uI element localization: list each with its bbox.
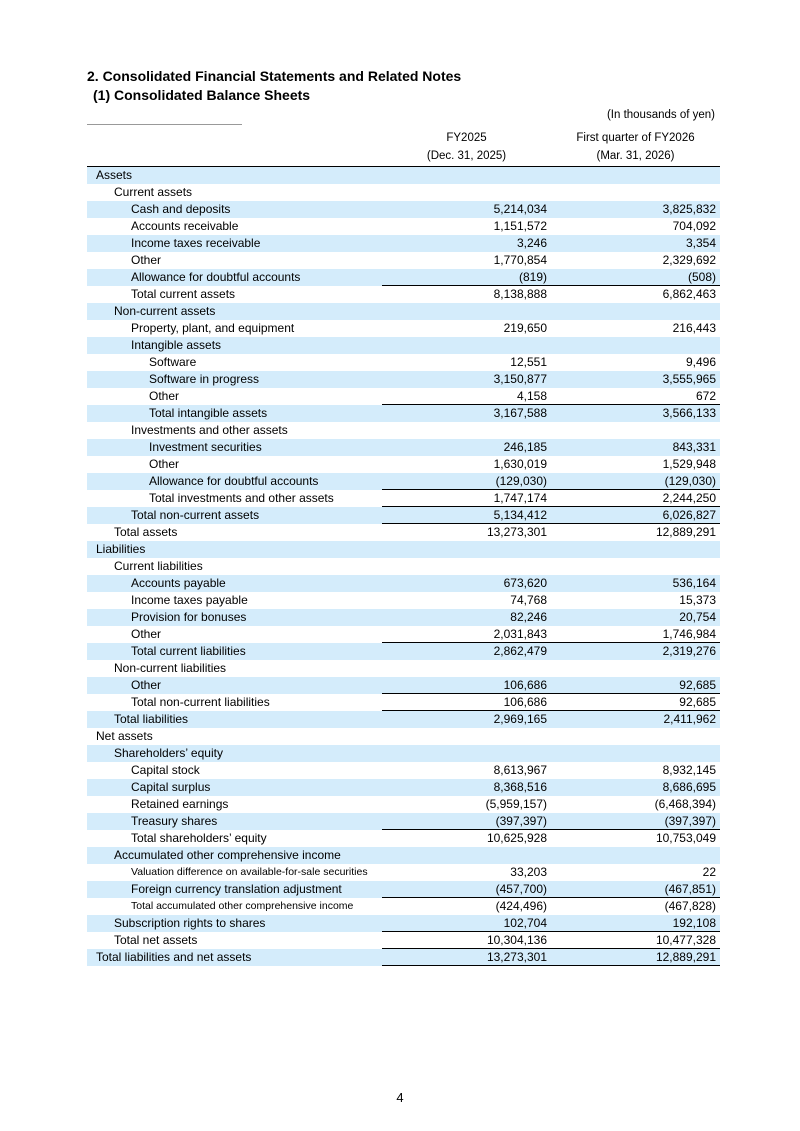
table-row xyxy=(87,167,720,184)
value-fy2026 xyxy=(551,337,720,354)
table-row xyxy=(87,388,720,405)
table-row xyxy=(87,303,720,320)
value-fy2026: (6,468,394) xyxy=(654,797,716,811)
value-fy2025: 673,620 xyxy=(382,575,551,592)
value-fy2025: 12,551 xyxy=(510,355,547,369)
value-fy2026: 8,932,145 xyxy=(662,763,716,777)
table-row xyxy=(87,830,720,847)
value-fy2026: (129,030) xyxy=(551,473,720,490)
table-row xyxy=(87,711,720,728)
row-label: Total assets xyxy=(114,525,178,539)
row-label: Allowance for doubtful accounts xyxy=(87,269,382,286)
row-label: Total non-current liabilities xyxy=(131,695,270,709)
row-label: Other xyxy=(131,627,162,641)
value-fy2026: 3,354 xyxy=(551,235,720,252)
value-fy2025: 246,185 xyxy=(382,439,551,456)
table-row xyxy=(87,660,720,677)
value-fy2026: 3,825,832 xyxy=(551,201,720,218)
table-row xyxy=(87,592,720,609)
value-fy2025: 3,246 xyxy=(382,235,551,252)
value-fy2025: 1,151,572 xyxy=(493,219,547,233)
value-fy2025: 10,625,928 xyxy=(382,830,551,847)
table-row xyxy=(87,439,720,456)
value-fy2026: 92,685 xyxy=(551,694,720,711)
table-row xyxy=(87,320,720,337)
value-fy2025 xyxy=(382,184,551,201)
value-fy2025: 33,203 xyxy=(510,865,547,879)
row-label: Total current assets xyxy=(131,287,236,301)
value-fy2025: 8,368,516 xyxy=(382,779,551,796)
value-fy2026: 216,443 xyxy=(672,321,716,335)
row-label: Capital surplus xyxy=(87,779,382,796)
table-row xyxy=(87,881,720,898)
row-label: Other xyxy=(131,253,162,267)
value-fy2026: 2,329,692 xyxy=(662,253,716,267)
value-fy2026: 2,411,962 xyxy=(551,711,720,728)
table-row xyxy=(87,677,720,694)
column-header-fy2026-date: (Mar. 31, 2026) xyxy=(596,149,675,162)
column-header-fy2026 xyxy=(551,127,720,167)
value-fy2026 xyxy=(551,167,720,184)
value-fy2026 xyxy=(551,422,720,439)
value-fy2025 xyxy=(382,303,551,320)
value-fy2025: 5,214,034 xyxy=(382,201,551,218)
value-fy2026 xyxy=(551,847,720,864)
row-label: Provision for bonuses xyxy=(87,609,382,626)
table-row xyxy=(87,813,720,830)
row-label: Assets xyxy=(87,167,382,184)
table-header xyxy=(87,127,720,167)
header-rule xyxy=(87,124,242,125)
row-label: Treasury shares xyxy=(87,813,382,830)
table-row xyxy=(87,847,720,864)
table-row xyxy=(87,184,720,201)
value-fy2025 xyxy=(382,167,551,184)
value-fy2026: 192,108 xyxy=(551,915,720,932)
table-row xyxy=(87,507,720,524)
value-fy2025: (129,030) xyxy=(382,473,551,490)
row-label: Foreign currency translation adjustment xyxy=(87,881,382,898)
row-label: Shareholders’ equity xyxy=(87,745,382,762)
table-row xyxy=(87,422,720,439)
value-fy2025 xyxy=(382,541,551,558)
value-fy2025: 8,613,967 xyxy=(493,763,547,777)
table-row xyxy=(87,915,720,932)
value-fy2026: 704,092 xyxy=(672,219,716,233)
value-fy2026: 6,862,463 xyxy=(551,286,720,303)
unit-note: (In thousands of yen) xyxy=(606,109,715,121)
row-label: Capital stock xyxy=(131,763,200,777)
row-label: Accounts receivable xyxy=(131,219,239,233)
row-label: Accounts payable xyxy=(87,575,382,592)
row-label: Non-current liabilities xyxy=(114,661,227,675)
table-row xyxy=(87,728,720,745)
value-fy2026: 843,331 xyxy=(551,439,720,456)
value-fy2025: 102,704 xyxy=(382,915,551,932)
value-fy2026: 10,753,049 xyxy=(551,830,720,847)
value-fy2025: 3,150,877 xyxy=(382,371,551,388)
row-label: Retained earnings xyxy=(131,797,229,811)
value-fy2026: 8,686,695 xyxy=(551,779,720,796)
value-fy2025: (5,959,157) xyxy=(485,797,547,811)
value-fy2026 xyxy=(551,303,720,320)
row-label: Liabilities xyxy=(87,541,382,558)
row-label: Total liabilities and net assets xyxy=(87,949,382,966)
value-fy2026 xyxy=(551,660,720,677)
table-row xyxy=(87,745,720,762)
value-fy2025 xyxy=(382,847,551,864)
header-label-cell xyxy=(87,127,382,167)
table-row xyxy=(87,949,720,966)
row-label: Income taxes payable xyxy=(131,593,248,607)
row-label: Non-current assets xyxy=(87,303,382,320)
page-number: 4 xyxy=(396,1090,404,1105)
table-row xyxy=(87,864,720,881)
row-label: Other xyxy=(149,389,180,403)
row-label: Income taxes receivable xyxy=(87,235,382,252)
value-fy2025: 74,768 xyxy=(510,593,547,607)
value-fy2025: 3,167,588 xyxy=(382,405,551,422)
value-fy2026: 3,555,965 xyxy=(551,371,720,388)
value-fy2025: 13,273,301 xyxy=(382,524,551,541)
column-header-fy2025-period: FY2025 xyxy=(446,131,487,144)
table-row xyxy=(87,269,720,286)
value-fy2025 xyxy=(382,337,551,354)
row-label: Property, plant, and equipment xyxy=(131,321,295,335)
table-row xyxy=(87,762,720,779)
balance-sheet-table xyxy=(87,127,720,966)
row-label: Intangible assets xyxy=(87,337,382,354)
value-fy2025 xyxy=(382,558,551,575)
table-row xyxy=(87,796,720,813)
value-fy2025: (424,496) xyxy=(382,898,551,915)
table-row xyxy=(87,643,720,660)
value-fy2025 xyxy=(382,745,551,762)
table-row xyxy=(87,558,720,575)
value-fy2025: 2,031,843 xyxy=(493,626,547,641)
value-fy2025: 106,686 xyxy=(382,677,551,694)
value-fy2026: 1,746,984 xyxy=(662,626,716,641)
value-fy2026: (467,828) xyxy=(551,898,720,915)
row-label: Investments and other assets xyxy=(131,423,288,437)
value-fy2025: 5,134,412 xyxy=(382,507,551,524)
row-label: Allowance for doubtful accounts xyxy=(87,473,382,490)
value-fy2026: 2,319,276 xyxy=(551,643,720,660)
row-label: Total net assets xyxy=(114,933,198,947)
row-label: Total intangible assets xyxy=(87,405,382,422)
value-fy2025: (819) xyxy=(382,269,551,286)
table-row xyxy=(87,354,720,371)
table-row xyxy=(87,490,720,507)
value-fy2026: 6,026,827 xyxy=(551,507,720,524)
table-row xyxy=(87,626,720,643)
table-row xyxy=(87,286,720,303)
row-label: Software in progress xyxy=(87,371,382,388)
row-label: Accumulated other comprehensive income xyxy=(87,847,382,864)
table-row xyxy=(87,337,720,354)
value-fy2026 xyxy=(551,728,720,745)
value-fy2025: 106,686 xyxy=(382,694,551,711)
table-row xyxy=(87,473,720,490)
value-fy2025: 219,650 xyxy=(503,321,547,335)
value-fy2026: 20,754 xyxy=(551,609,720,626)
row-label: Total accumulated other comprehensive income xyxy=(131,900,354,912)
table-row xyxy=(87,405,720,422)
value-fy2026: (508) xyxy=(551,269,720,286)
table-body xyxy=(87,167,720,966)
table-row xyxy=(87,524,720,541)
value-fy2025: (397,397) xyxy=(382,813,551,830)
value-fy2025: (457,700) xyxy=(382,881,551,898)
row-label: Other xyxy=(87,677,382,694)
value-fy2025: 1,770,854 xyxy=(493,253,547,267)
page-title: 2. Consolidated Financial Statements and Related Notes xyxy=(87,68,462,84)
value-fy2025 xyxy=(382,422,551,439)
row-label: Other xyxy=(149,457,180,471)
value-fy2026 xyxy=(551,541,720,558)
column-header-fy2026-period: First quarter of FY2026 xyxy=(576,131,695,144)
column-header-fy2025-date: (Dec. 31, 2025) xyxy=(426,149,507,162)
value-fy2025 xyxy=(382,728,551,745)
row-label: Total non-current assets xyxy=(87,507,382,524)
value-fy2026: 12,889,291 xyxy=(551,949,720,966)
column-header-fy2025 xyxy=(382,127,551,167)
row-label: Software xyxy=(149,355,197,369)
value-fy2026: 672 xyxy=(695,388,716,403)
table-row xyxy=(87,371,720,388)
value-fy2026: 1,529,948 xyxy=(662,457,716,471)
value-fy2026: 2,244,250 xyxy=(551,490,720,507)
row-label: Current liabilities xyxy=(114,559,203,573)
value-fy2026 xyxy=(551,745,720,762)
table-row xyxy=(87,218,720,235)
value-fy2025: 2,862,479 xyxy=(382,643,551,660)
table-row xyxy=(87,575,720,592)
value-fy2026 xyxy=(551,184,720,201)
table-row xyxy=(87,201,720,218)
value-fy2026: 536,164 xyxy=(551,575,720,592)
table-row xyxy=(87,235,720,252)
value-fy2026: 92,685 xyxy=(551,677,720,694)
section-title: (1) Consolidated Balance Sheets xyxy=(93,87,311,103)
value-fy2026: 10,477,328 xyxy=(551,932,720,949)
value-fy2026 xyxy=(551,558,720,575)
row-label: Current assets xyxy=(114,185,193,199)
row-label: Total liabilities xyxy=(87,711,382,728)
value-fy2025: 13,273,301 xyxy=(382,949,551,966)
table-row xyxy=(87,609,720,626)
value-fy2025: 8,138,888 xyxy=(382,286,551,303)
value-fy2025: 2,969,165 xyxy=(382,711,551,728)
table-row xyxy=(87,779,720,796)
value-fy2026: 3,566,133 xyxy=(551,405,720,422)
value-fy2026: (467,851) xyxy=(551,881,720,898)
value-fy2026: 9,496 xyxy=(685,355,716,369)
value-fy2026: 15,373 xyxy=(679,593,716,607)
row-label: Total investments and other assets xyxy=(149,491,334,505)
value-fy2025: 4,158 xyxy=(516,388,547,403)
row-label: Subscription rights to shares xyxy=(87,915,382,932)
value-fy2025: 1,630,019 xyxy=(493,457,547,471)
table-row xyxy=(87,932,720,949)
table-row xyxy=(87,898,720,915)
table-row xyxy=(87,252,720,269)
value-fy2026: (397,397) xyxy=(551,813,720,830)
table-row xyxy=(87,456,720,473)
row-label: Cash and deposits xyxy=(87,201,382,218)
value-fy2025 xyxy=(382,660,551,677)
value-fy2025: 82,246 xyxy=(382,609,551,626)
table-row xyxy=(87,541,720,558)
value-fy2025: 1,747,174 xyxy=(382,490,551,507)
value-fy2026: 22 xyxy=(702,865,716,879)
row-label: Valuation difference on available-for-sale securities xyxy=(131,866,368,878)
row-label: Total current liabilities xyxy=(87,643,382,660)
value-fy2025: 10,304,136 xyxy=(382,932,551,949)
row-label: Net assets xyxy=(96,729,153,743)
row-label: Investment securities xyxy=(87,439,382,456)
table-row xyxy=(87,694,720,711)
value-fy2026: 12,889,291 xyxy=(551,524,720,541)
row-label: Total shareholders’ equity xyxy=(131,831,267,845)
